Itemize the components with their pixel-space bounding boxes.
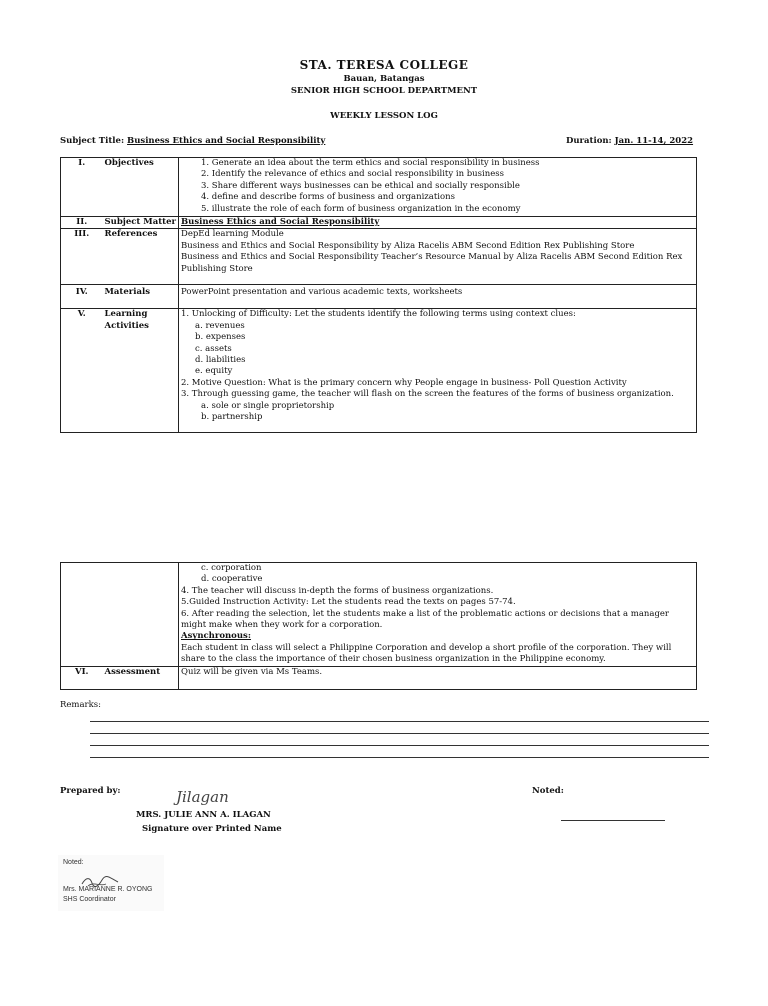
- materials-value: PowerPoint presentation and various academic texts, worksheets: [179, 285, 697, 309]
- subject-label: Subject Title: [60, 136, 121, 146]
- signature-image: Jilagan: [176, 788, 229, 806]
- objectives-label: Objectives: [103, 158, 179, 217]
- term-item: c. assets: [195, 343, 232, 354]
- reference-item: Business and Ethics and Social Responsibility Teacher’s Resource Manual by Aliza Racelis ABM Second Edition Rex Publishing Store: [181, 252, 683, 274]
- learning-num: V.: [61, 309, 103, 433]
- objective-item: 4. define and describe forms of business and organizations: [201, 192, 455, 203]
- term-item: b. expenses: [195, 332, 246, 343]
- objective-item: 5. illustrate the role of each form of business organization in the economy: [201, 203, 521, 214]
- department-name: SENIOR HIGH SCHOOL DEPARTMENT: [290, 86, 478, 96]
- remarks-line: [90, 721, 709, 722]
- stamp-role: SHS Coordinator: [63, 896, 116, 903]
- subject-matter-value: Business Ethics and Social Responsibility: [179, 217, 697, 229]
- prepared-by-label: Prepared by: [60, 786, 118, 796]
- row-materials: [61, 285, 697, 309]
- learning-content: [179, 309, 697, 433]
- row-subject-matter: [61, 217, 697, 229]
- activities-continued-content: [179, 563, 697, 667]
- stamp-noted: Noted:: [63, 859, 84, 866]
- activity-line-2: 2. Motive Question: What is the primary concern why People engage in business- Poll Question Activity: [181, 377, 627, 388]
- row-activities-continued: [61, 563, 697, 667]
- duration-label: Duration: [566, 136, 609, 146]
- objectives-content: [179, 158, 697, 217]
- assessment-value: Quiz will be given via Ms Teams.: [179, 666, 697, 689]
- row-references: [61, 229, 697, 285]
- prepared-by: Prepared by:: [60, 786, 121, 796]
- learning-label-2: Activities: [104, 320, 149, 331]
- form-item: a. sole or single proprietorship: [201, 400, 335, 411]
- term-item: d. liabilities: [195, 355, 246, 366]
- subject-title: Subject Title: Business Ethics and Social Responsibility: [60, 136, 326, 146]
- duration-value: Jan. 11-14, 2022: [614, 136, 694, 146]
- activity-line-4: 4. The teacher will discuss in-depth the forms of business organizations.: [181, 585, 494, 596]
- activity-line-5: 5.Guided Instruction Activity: Let the students read the texts on pages 57-74.: [181, 597, 516, 608]
- references-label: References: [103, 229, 179, 285]
- noted-label: Noted: [532, 786, 561, 796]
- references-num: III.: [61, 229, 103, 285]
- form-item: b. partnership: [201, 412, 263, 423]
- form-item: d. cooperative: [201, 574, 263, 585]
- subject-matter-num: II.: [61, 217, 103, 229]
- empty-cell: [61, 563, 103, 667]
- activity-line-1: 1. Unlocking of Difficulty: Let the students identify the following terms using context clues:: [181, 309, 576, 320]
- objective-item: 1. Generate an idea about the term ethics and social responsibility in business: [201, 158, 540, 168]
- assessment-label: Assessment: [103, 666, 179, 689]
- document-title: WEEKLY LESSON LOG: [330, 111, 438, 121]
- row-objectives: [61, 158, 697, 217]
- lesson-table-1: [60, 157, 697, 433]
- subject-matter-label: Subject Matter: [103, 217, 179, 229]
- row-learning-activities: [61, 309, 697, 433]
- reference-item: Business and Ethics and Social Responsibility by Aliza Racelis ABM Second Edition Rex Publishing Store: [181, 240, 635, 251]
- assessment-num: VI.: [61, 666, 103, 689]
- materials-label: Materials: [103, 285, 179, 309]
- preparer-name: MRS. JULIE ANN A. ILAGAN: [136, 810, 271, 820]
- reference-item: DepEd learning Module: [181, 229, 284, 240]
- learning-label-1: Learning: [104, 309, 148, 320]
- objective-item: 2. Identify the relevance of ethics and social responsibility in business: [201, 169, 504, 180]
- form-item: c. corporation: [201, 563, 262, 573]
- school-location: Bauan, Batangas: [343, 74, 425, 84]
- empty-cell: [103, 563, 179, 667]
- references-content: [179, 229, 697, 285]
- remarks-label: Remarks:: [60, 700, 101, 710]
- school-name: STA. TERESA COLLEGE: [299, 58, 469, 72]
- row-assessment: [61, 666, 697, 689]
- term-item: a. revenues: [195, 320, 245, 331]
- learning-label: [103, 309, 179, 433]
- objectives-num: I.: [61, 158, 103, 217]
- duration: Duration: Jan. 11-14, 2022: [566, 136, 694, 146]
- asynchronous-text: Each student in class will select a Philippine Corporation and develop a short profile of the corporation. They will share to the class the importance of their chosen business organization in the Philippine economy.: [181, 642, 672, 665]
- materials-num: IV.: [61, 285, 103, 309]
- term-item: e. equity: [195, 366, 233, 377]
- remarks-line: [90, 757, 709, 758]
- activity-line-3: 3. Through guessing game, the teacher will flash on the screen the features of the forms of business organization.: [181, 389, 674, 400]
- stamp-name: Mrs. MARIANNE R. OYONG: [63, 886, 153, 893]
- lesson-table-2: [60, 562, 697, 690]
- noted-by: Noted:: [532, 786, 564, 796]
- objective-item: 3. Share different ways businesses can be ethical and socially responsible: [201, 180, 520, 191]
- asynchronous-label: Asynchronous:: [181, 631, 251, 642]
- remarks-line: [90, 733, 709, 734]
- remarks-line: [90, 745, 709, 746]
- activity-line-6: 6. After reading the selection, let the students make a list of the problematic actions or decisions that a manager might make when they work for a corporation.: [181, 608, 669, 631]
- noted-signature-line: [561, 820, 665, 821]
- subject-value: Business Ethics and Social Responsibility: [127, 136, 326, 146]
- signature-caption: Signature over Printed Name: [142, 824, 282, 834]
- coordinator-stamp: [58, 855, 164, 911]
